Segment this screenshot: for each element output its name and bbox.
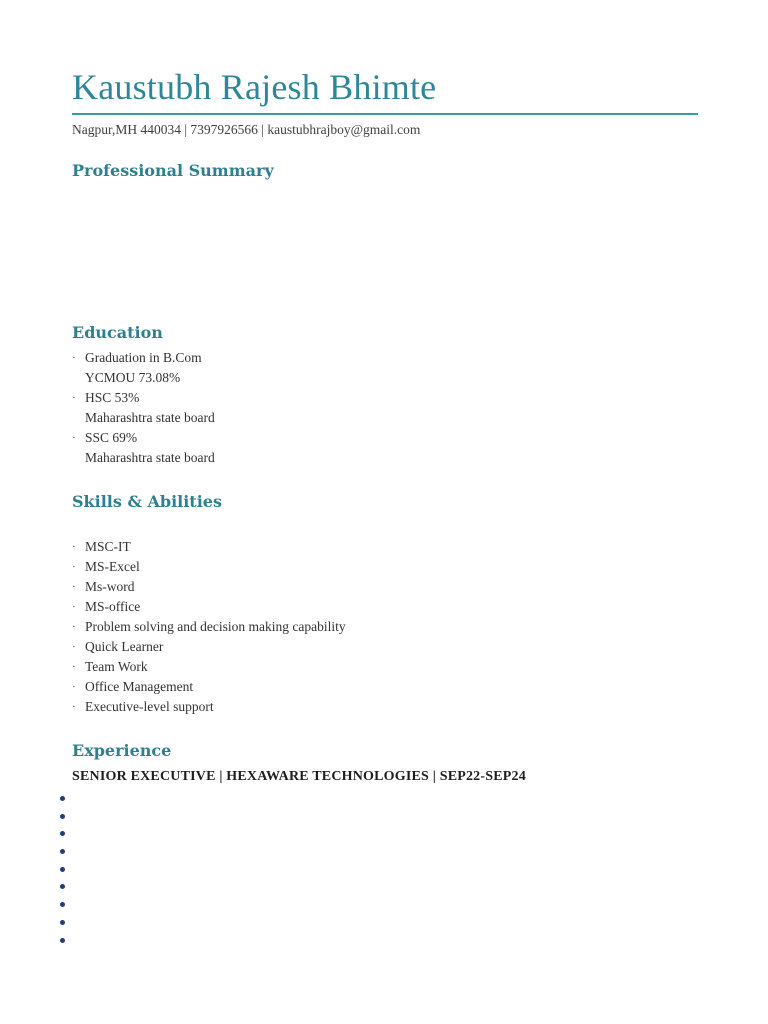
skill-label: Problem solving and decision making capability [85, 619, 346, 634]
bullet-dot [60, 849, 65, 854]
education-degree: SSC 69% [85, 430, 138, 445]
bullet-dot: · [72, 352, 76, 364]
bullet-dot [60, 867, 65, 872]
professional-summary-heading: Professional Summary [72, 161, 274, 180]
skill-label: Office Management [85, 679, 194, 694]
bullet-dot: · [72, 581, 76, 593]
education-detail [72, 448, 215, 468]
education-detail [72, 408, 215, 428]
skill-item [72, 557, 346, 577]
skill-label: Ms-word [85, 579, 135, 594]
education-institution: Maharashtra state board [85, 450, 215, 465]
education-item [72, 348, 215, 368]
education-detail [72, 368, 215, 388]
skill-item [72, 617, 346, 637]
bullet-dot: · [72, 641, 76, 653]
name-divider [72, 113, 698, 115]
skill-label: Executive-level support [85, 699, 214, 714]
bullet-dot: · [72, 661, 76, 673]
skill-item [72, 657, 346, 677]
bullet-dot: · [72, 681, 76, 693]
skill-item [72, 537, 346, 557]
job-title-text: SENIOR EXECUTIVE | HEXAWARE TECHNOLOGIES | SEP22-SEP24 [72, 769, 526, 784]
bullet-dot: · [72, 541, 76, 553]
bullet-dot [60, 884, 65, 889]
bullet-dot: · [72, 432, 76, 444]
skill-label: MS-office [85, 599, 141, 614]
bullet-dot [60, 796, 65, 801]
education-list [72, 348, 215, 468]
skill-item [72, 677, 346, 697]
education-degree: HSC 53% [85, 390, 140, 405]
bullet-dot [60, 938, 65, 943]
bullet-dot: · [72, 561, 76, 573]
bullet-dot [60, 902, 65, 907]
education-item [72, 428, 215, 448]
education-heading: Education [72, 323, 163, 342]
skills-heading: Skills & Abilities [72, 492, 222, 511]
skill-item [72, 697, 346, 717]
contact-info: Nagpur,MH 440034 | 7397926566 | kaustubhrajboy@gmail.com [72, 122, 421, 137]
bullet-dot [60, 920, 65, 925]
bullet-dot [60, 831, 65, 836]
bullet-dot [60, 814, 65, 819]
skill-label: MSC-IT [85, 539, 131, 554]
bullet-dot: · [72, 392, 76, 404]
skill-item [72, 577, 346, 597]
candidate-name: Kaustubh Rajesh Bhimte [72, 67, 437, 107]
skill-label: Quick Learner [85, 639, 164, 654]
education-institution: YCMOU 73.08% [85, 370, 181, 385]
education-institution: Maharashtra state board [85, 410, 215, 425]
skill-item [72, 637, 346, 657]
skills-list [72, 537, 346, 717]
experience-heading: Experience [72, 741, 172, 760]
job-title [72, 768, 526, 785]
bullet-dot: · [72, 601, 76, 613]
education-degree: Graduation in B.Com [85, 350, 202, 365]
bullet-dot: · [72, 701, 76, 713]
education-item [72, 388, 215, 408]
bullet-dot: · [72, 621, 76, 633]
skill-item [72, 597, 346, 617]
skill-label: Team Work [85, 659, 148, 674]
skill-label: MS-Excel [85, 559, 140, 574]
